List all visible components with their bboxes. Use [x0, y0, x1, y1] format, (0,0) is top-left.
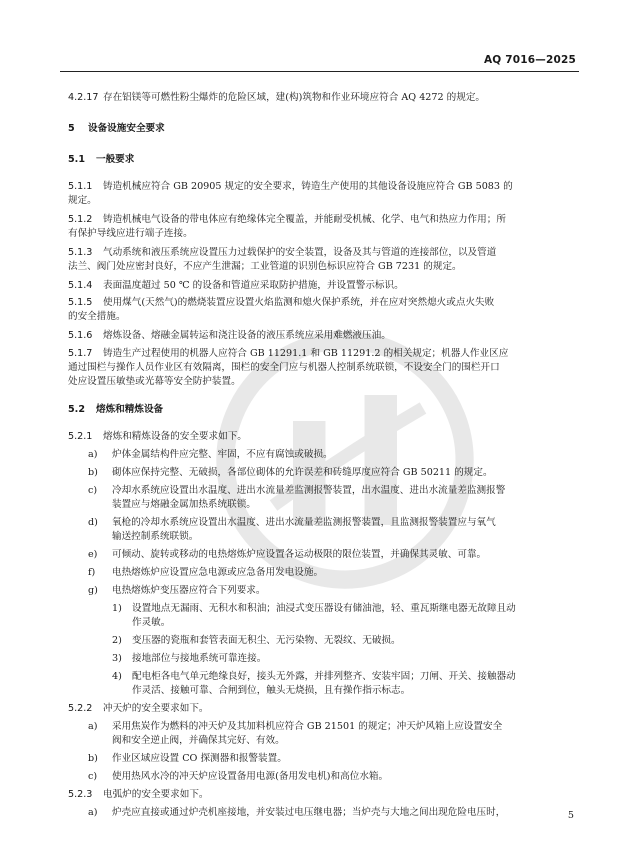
clause-5-2-1: 5.2.1 熔炼和精炼设备的安全要求如下。	[68, 431, 247, 442]
subitem-4-cont: 作灵活、接触可靠、合闸到位，触头无烧损，且有操作指示标志。	[132, 685, 411, 696]
clause-5-1-2: 5.1.2 铸造机械电气设备的带电体应有绝缘体完全覆盖，并能耐受机械、化学、电气和热应力作用；所	[68, 214, 506, 225]
item-e: e) 可倾动、旋转或移动的电热熔炼炉应设置各运动极限的限位装置，并确保其灵敏、可靠。	[88, 549, 487, 560]
page-number: 5	[567, 810, 574, 821]
clause-5-1-7-cont1: 通过围栏与操作人员作业区有效隔离，围栏的安全门应与机器人控制系统联锁，不设安全门的围栏开口	[68, 362, 500, 373]
section-5-2-heading: 5.2 熔炼和精炼设备	[68, 404, 164, 415]
item-2c: c) 使用热风水冷的冲天炉应设置备用电源(备用发电机)和高位水箱。	[88, 771, 389, 782]
item-2b: b) 作业区域应设置 CO 探测器和报警装置。	[88, 753, 287, 764]
item-3a: a) 炉壳应直接或通过炉壳机座接地，并安装过电压继电器；当炉壳与大地之间出现危险电压时，	[88, 807, 506, 818]
item-c: c) 冷却水系统应设置出水温度、进出水流量差监测报警装置，出水温度、进出水流量差监测报警	[88, 485, 506, 496]
item-d: d) 氧枪的冷却水系统应设置出水温度、进出水流量差监测报警装置，且监测报警装置应与氧气	[88, 517, 496, 528]
clause-5-1-7: 5.1.7 铸造生产过程使用的机器人应符合 GB 11291.1 和 GB 11291.2 的相关规定；机器人作业区应	[68, 348, 509, 359]
clause-5-1-5-cont: 的安全措施。	[68, 311, 126, 322]
item-2a-cont: 阀和安全逆止阀，并确保其完好、有效。	[112, 735, 285, 746]
clause-5-1-1: 5.1.1 铸造机械应符合 GB 20905 规定的安全要求，铸造生产使用的其他设备设施应符合 GB 5083 的	[68, 181, 513, 192]
item-a: a) 炉体金属结构件应完整、牢固，不应有腐蚀或破损。	[88, 449, 333, 460]
clause-5-1-7-cont2: 处应设置压敏垫或光幕等安全防护装置。	[68, 376, 241, 387]
subitem-1: 1) 设置地点无漏雨、无积水和积油；油浸式变压器设有储油池，轻、重瓦斯继电器无故障且动	[112, 603, 516, 614]
standard-code: AQ 7016—2025	[483, 54, 576, 66]
header-rule	[60, 71, 579, 72]
clause-5-1-6: 5.1.6 熔炼设备、熔融金属转运和浇注设备的液压系统应采用难燃液压油。	[68, 330, 391, 341]
clause-5-1-5: 5.1.5 使用煤气(天然气)的燃烧装置应设置火焰监测和熄火保护系统，并在应对突然熄火或点火失败	[68, 297, 495, 308]
clause-5-1-3: 5.1.3 气动系统和液压系统应设置压力过载保护的安全装置，设备及其与管道的连接部位，以及管道	[68, 247, 497, 258]
subitem-2: 2) 变压器的瓷瓶和套管表面无积尘、无污染物、无裂纹、无破损。	[112, 635, 401, 646]
clause-5-1-4: 5.1.4 表面温度超过 50 ℃ 的设备和管道应采取防护措施，并设置警示标识。	[68, 280, 404, 291]
clause-5-1-2-cont: 有保护导线应进行端子连接。	[68, 228, 193, 239]
subitem-1-cont: 作灵敏。	[132, 617, 171, 628]
section-5-heading: 5 设备设施安全要求	[68, 123, 165, 134]
item-g: g) 电热熔炼炉变压器应符合下列要求。	[88, 585, 266, 596]
section-5-1-heading: 5.1 一般要求	[68, 154, 135, 165]
clause-5-1-3-cont: 法兰、阀门处应密封良好，不应产生泄漏；工业管道的识别色标识应符合 GB 7231 的规定。	[68, 261, 462, 272]
item-2a: a) 采用焦炭作为燃料的冲天炉及其加料机应符合 GB 21501 的规定；冲天炉风箱上应设置安全	[88, 721, 503, 732]
clause-5-1-1-cont: 规定。	[68, 195, 97, 206]
subitem-4: 4) 配电柜各电气单元绝缘良好，接头无外露，并排列整齐、安装牢固；刀闸、开关、接触器动	[112, 671, 516, 682]
clause-5-2-3: 5.2.3 电弧炉的安全要求如下。	[68, 789, 209, 800]
clause-5-2-2: 5.2.2 冲天炉的安全要求如下。	[68, 703, 209, 714]
item-c-cont: 装置应与熔融金属加热系统联锁。	[112, 499, 256, 510]
clause-4-2-17: 4.2.17 存在铝镁等可燃性粉尘爆炸的危险区域，建(构)筑物和作业环境应符合 AQ 4272 的规定。	[68, 92, 486, 103]
item-b: b) 砌体应保持完整、无破损，各部位砌体的允许误差和砖缝厚度应符合 GB 50211 的规定。	[88, 467, 493, 478]
item-d-cont: 输送控制系统联锁。	[112, 531, 199, 542]
subitem-3: 3) 接地部位与接地系统可靠连接。	[112, 653, 267, 664]
item-f: f) 电热熔炼炉应设置应急电源或应急备用发电设施。	[88, 567, 324, 578]
